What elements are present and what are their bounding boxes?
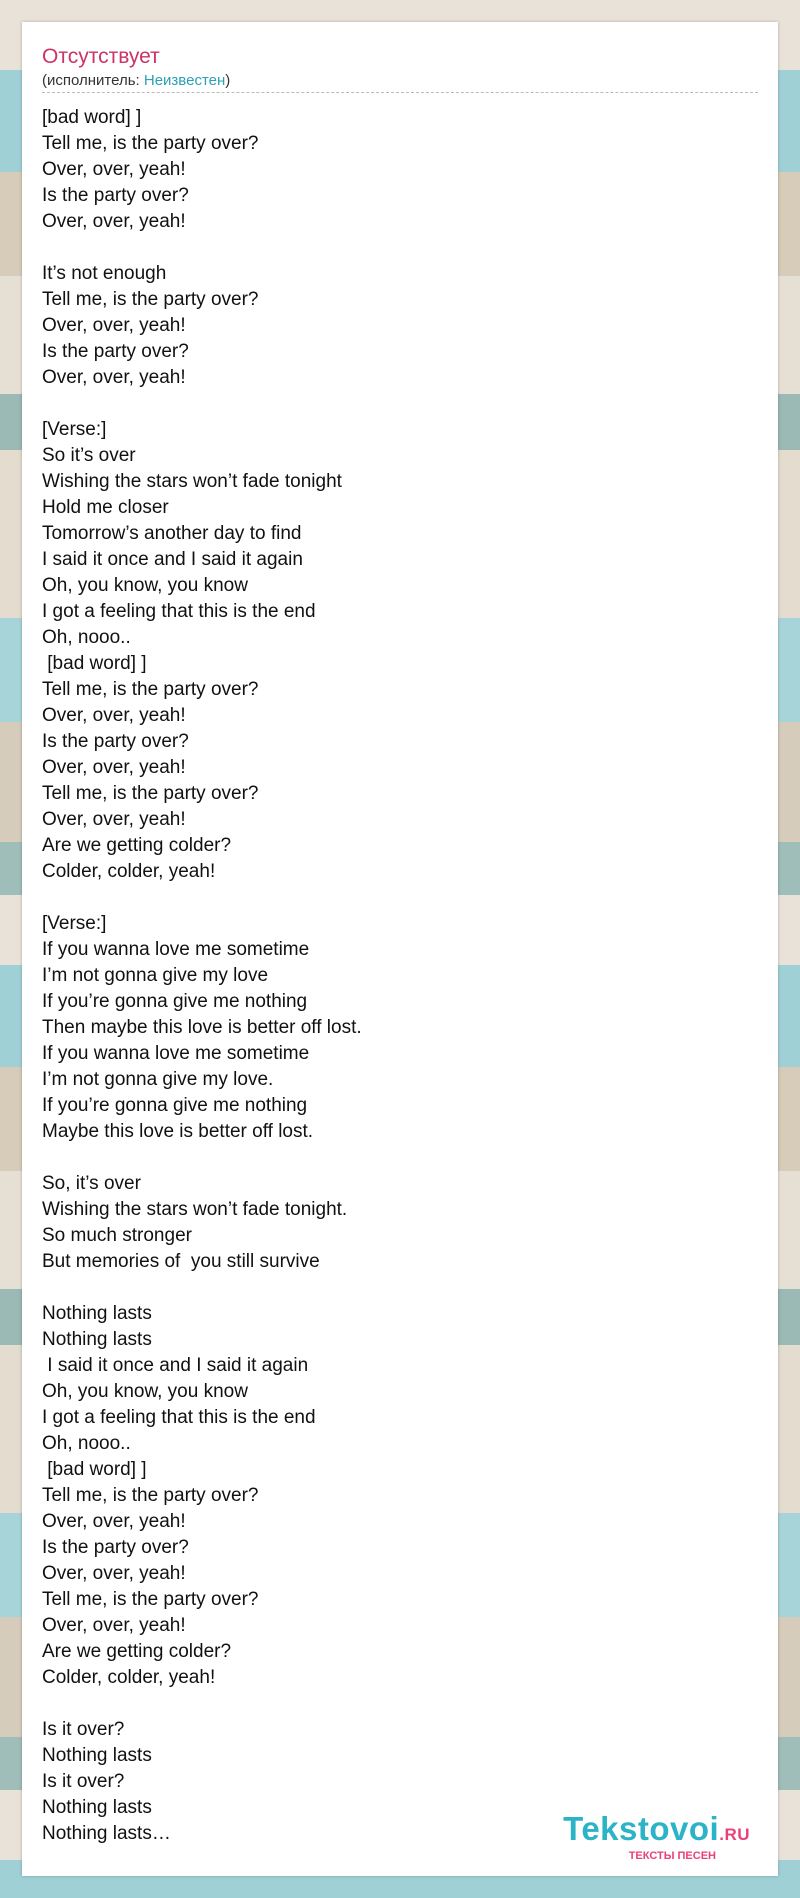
artist-prefix: (исполнитель: [42,72,144,89]
lyric-line: Is the party over? [42,1537,189,1558]
artist-link[interactable]: Неизвестен [143,72,226,89]
lyric-line: If you wanna love me sometime [42,939,310,960]
lyric-line: Is the party over? [42,341,189,362]
lyric-line: Oh, you know, you know [42,575,248,596]
lyric-line [42,391,742,417]
logo-tld: .RU [719,1825,750,1844]
lyric-line: Tell me, is the party over? [42,1589,259,1610]
lyric-line: Tomorrow’s another day to find [42,523,302,544]
lyric-line: Tell me, is the party over? [42,1485,259,1506]
lyric-line: [Verse:] [42,913,107,934]
site-logo[interactable] [563,1812,750,1862]
lyric-line: Is the party over? [42,731,189,752]
lyric-line: Wishing the stars won’t fade tonight. [42,1199,348,1220]
lyrics-text [42,105,742,1847]
lyric-line: [Verse:] [42,419,107,440]
lyric-line [42,885,742,911]
lyric-line: If you’re gonna give me nothing [42,991,308,1012]
lyric-line: Tell me, is the party over? [42,289,259,310]
lyric-line: Over, over, yeah! [42,367,186,388]
lyric-line: Over, over, yeah! [42,757,186,778]
artist-suffix: ) [225,72,231,89]
lyrics-card [22,22,778,1876]
lyric-line: Then maybe this love is better off lost. [42,1017,362,1038]
lyric-line: Are we getting colder? [42,1641,232,1662]
lyric-line: It’s not enough [42,263,167,284]
lyric-line: So it’s over [42,445,136,466]
lyric-line: So, it’s over [42,1173,141,1194]
lyric-line: Nothing lasts [42,1745,152,1766]
lyric-line [42,1145,742,1171]
logo-name: Tekstovoi [563,1810,720,1847]
lyric-line: Nothing lasts [42,1303,152,1324]
lyric-line: Over, over, yeah! [42,1511,186,1532]
artist-line [42,72,230,90]
lyric-line: Oh, you know, you know [42,1381,248,1402]
lyric-line: Maybe this love is better off lost. [42,1121,314,1142]
lyric-line: [bad word] ] [42,653,147,674]
lyric-line: If you wanna love me sometime [42,1043,310,1064]
lyric-line: Over, over, yeah! [42,705,186,726]
lyric-line: Colder, colder, yeah! [42,861,216,882]
lyric-line: Nothing lasts [42,1797,152,1818]
lyric-line: Over, over, yeah! [42,315,186,336]
lyric-line: Over, over, yeah! [42,1615,186,1636]
lyric-line: Over, over, yeah! [42,159,186,180]
logo-tagline: ТЕКСТЫ ПЕСЕН [628,1850,716,1862]
lyric-line: Is the party over? [42,185,189,206]
lyric-line: Tell me, is the party over? [42,133,259,154]
lyric-line: I’m not gonna give my love [42,965,269,986]
lyric-line: But memories of you still survive [42,1251,320,1272]
lyric-line: Hold me closer [42,497,169,518]
song-title: Отсутствует [42,45,160,68]
lyric-line: Tell me, is the party over? [42,679,259,700]
lyric-line [42,1275,742,1301]
lyric-line: [bad word] ] [42,1459,147,1480]
lyric-line [42,1691,742,1717]
lyric-line: Nothing lasts… [42,1823,171,1844]
lyric-line [42,235,742,261]
lyric-line: If you’re gonna give me nothing [42,1095,308,1116]
title-divider [42,92,758,93]
lyric-line: Colder, colder, yeah! [42,1667,216,1688]
lyric-line: Is it over? [42,1719,125,1740]
lyric-line: I got a feeling that this is the end [42,1407,316,1428]
lyric-line: [bad word] ] [42,107,142,128]
lyric-line: Oh, nooo.. [42,1433,131,1454]
lyric-line: So much stronger [42,1225,192,1246]
lyric-line: Over, over, yeah! [42,211,186,232]
lyric-line: Over, over, yeah! [42,1563,186,1584]
lyric-line: Nothing lasts [42,1329,152,1350]
lyric-line: I said it once and I said it again [42,549,303,570]
lyric-line: Oh, nooo.. [42,627,131,648]
lyric-line: Is it over? [42,1771,125,1792]
lyric-line: Are we getting colder? [42,835,232,856]
lyric-line: I got a feeling that this is the end [42,601,316,622]
lyric-line: Over, over, yeah! [42,809,186,830]
lyric-line: Wishing the stars won’t fade tonight [42,471,342,492]
lyric-line: Tell me, is the party over? [42,783,259,804]
lyric-line: I said it once and I said it again [42,1355,309,1376]
lyric-line: I’m not gonna give my love. [42,1069,274,1090]
